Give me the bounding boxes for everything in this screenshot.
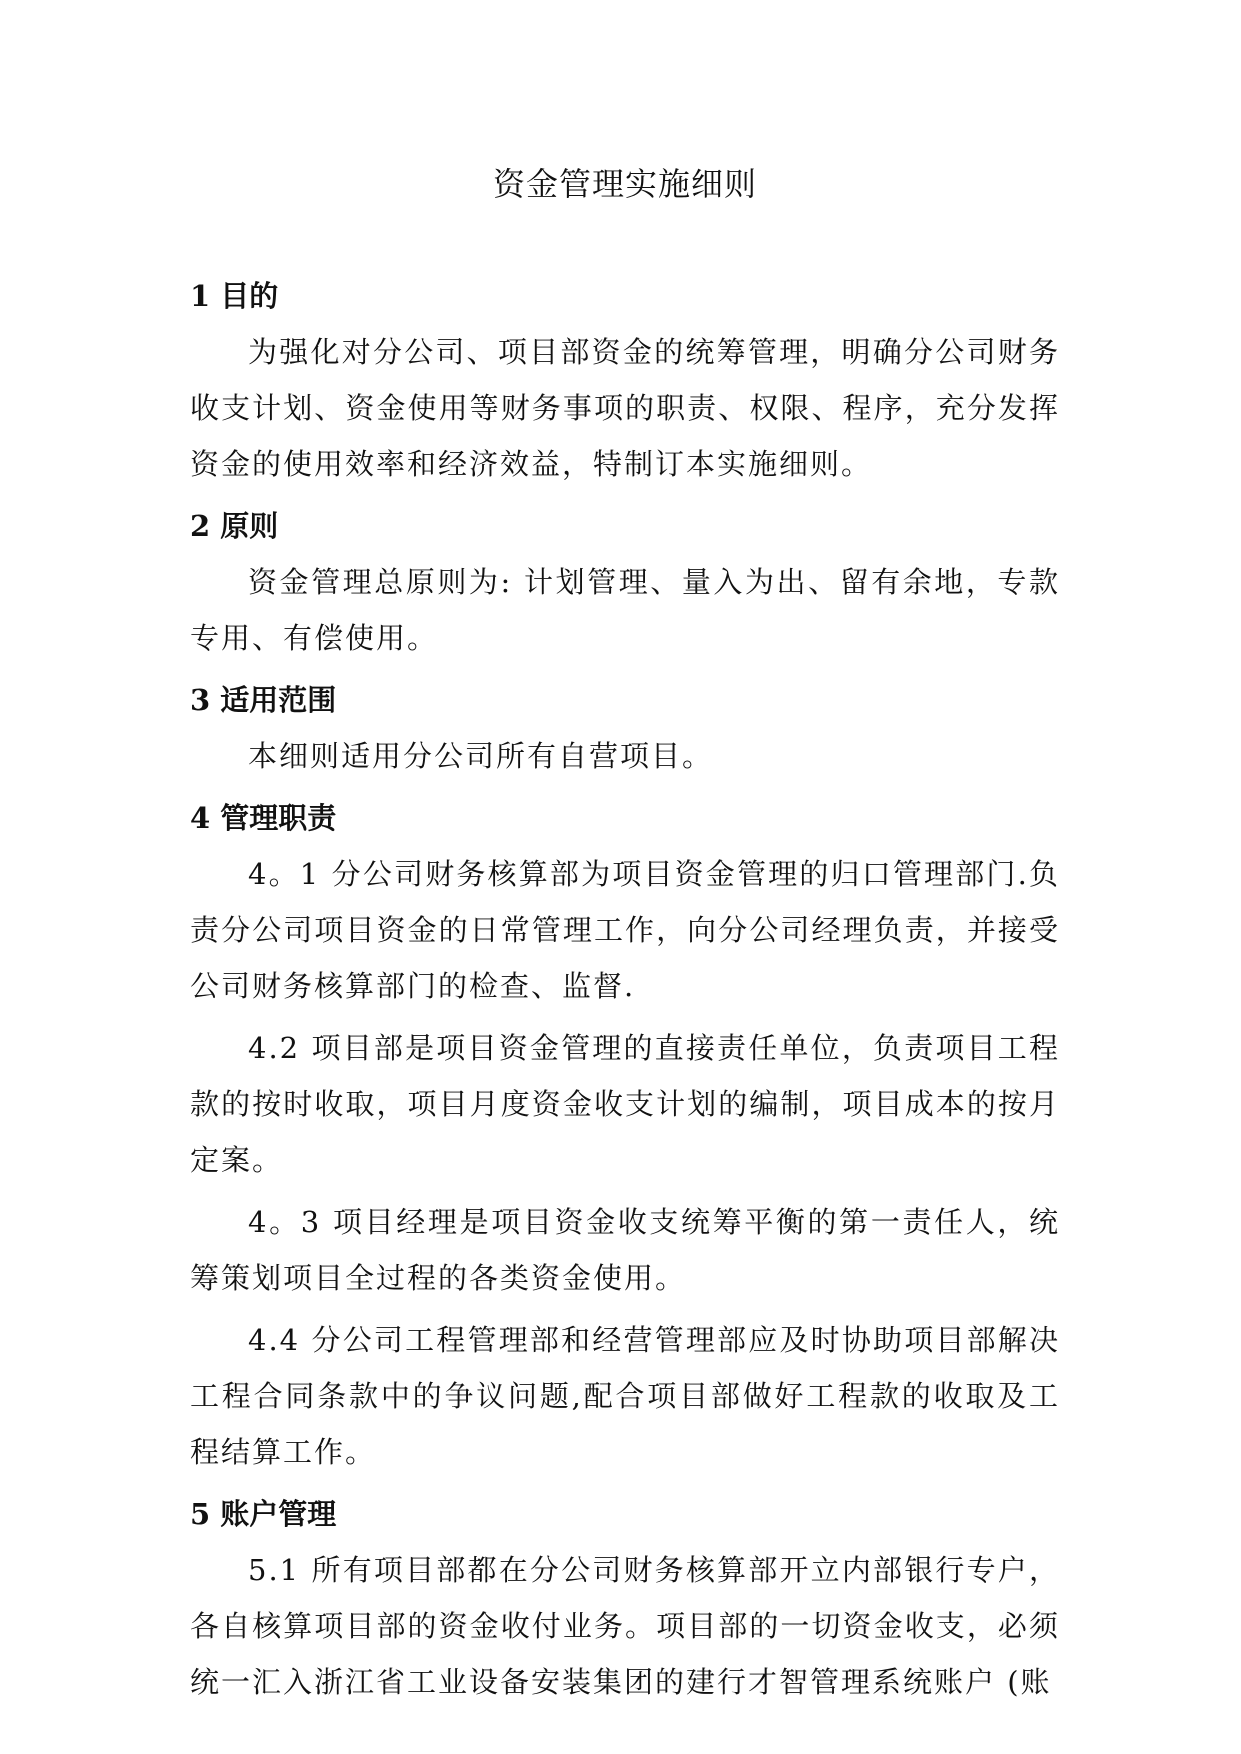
paragraph: 4.4 分公司工程管理部和经营管理部应及时协助项目部解决工程合同条款中的争议问题,配合项目部做好工程款的收取及工程结算工作。 — [190, 1323, 1060, 1469]
section-account-management — [190, 1486, 1060, 1710]
paragraph: 4。3 项目经理是项目资金收支统筹平衡的第一责任人，统筹策划项目全过程的各类资金使用。 — [190, 1205, 1060, 1295]
section-responsibilities — [190, 790, 1060, 1480]
paragraph: 5.1 所有项目部都在分公司财务核算部开立内部银行专户，各自核算项目部的资金收付业务。项目部的一切资金收支，必须统一汇入浙江省工业设备安装集团的建行才智管理系统账户 (账 — [190, 1553, 1060, 1699]
section-scope — [190, 672, 1060, 784]
section-heading: 1 目的 — [190, 279, 279, 313]
paragraph: 4.2 项目部是项目资金管理的直接责任单位，负责项目工程款的按时收取，项目月度资金收支计划的编制，项目成本的按月定案。 — [190, 1031, 1060, 1177]
paragraph: 4。1 分公司财务核算部为项目资金管理的归口管理部门.负责分公司项目资金的日常管理工作，向分公司经理负责，并接受公司财务核算部门的检查、监督. — [190, 857, 1060, 1003]
document-body — [190, 160, 1060, 1716]
paragraph: 本细则适用分公司所有自营项目。 — [248, 739, 714, 773]
section-principle — [190, 498, 1060, 666]
section-heading: 3 适用范围 — [190, 683, 337, 717]
section-heading: 2 原则 — [190, 509, 279, 543]
section-heading: 5 账户管理 — [190, 1497, 337, 1531]
paragraph: 为强化对分公司、项目部资金的统筹管理，明确分公司财务收支计划、资金使用等财务事项的职责、权限、程序，充分发挥资金的使用效率和经济效益，特制订本实施细则。 — [190, 335, 1060, 481]
section-purpose — [190, 268, 1060, 492]
section-heading: 4 管理职责 — [190, 801, 337, 835]
document-title: 资金管理实施细则 — [492, 165, 757, 203]
paragraph: 资金管理总原则为: 计划管理、量入为出、留有余地，专款专用、有偿使用。 — [190, 565, 1060, 655]
